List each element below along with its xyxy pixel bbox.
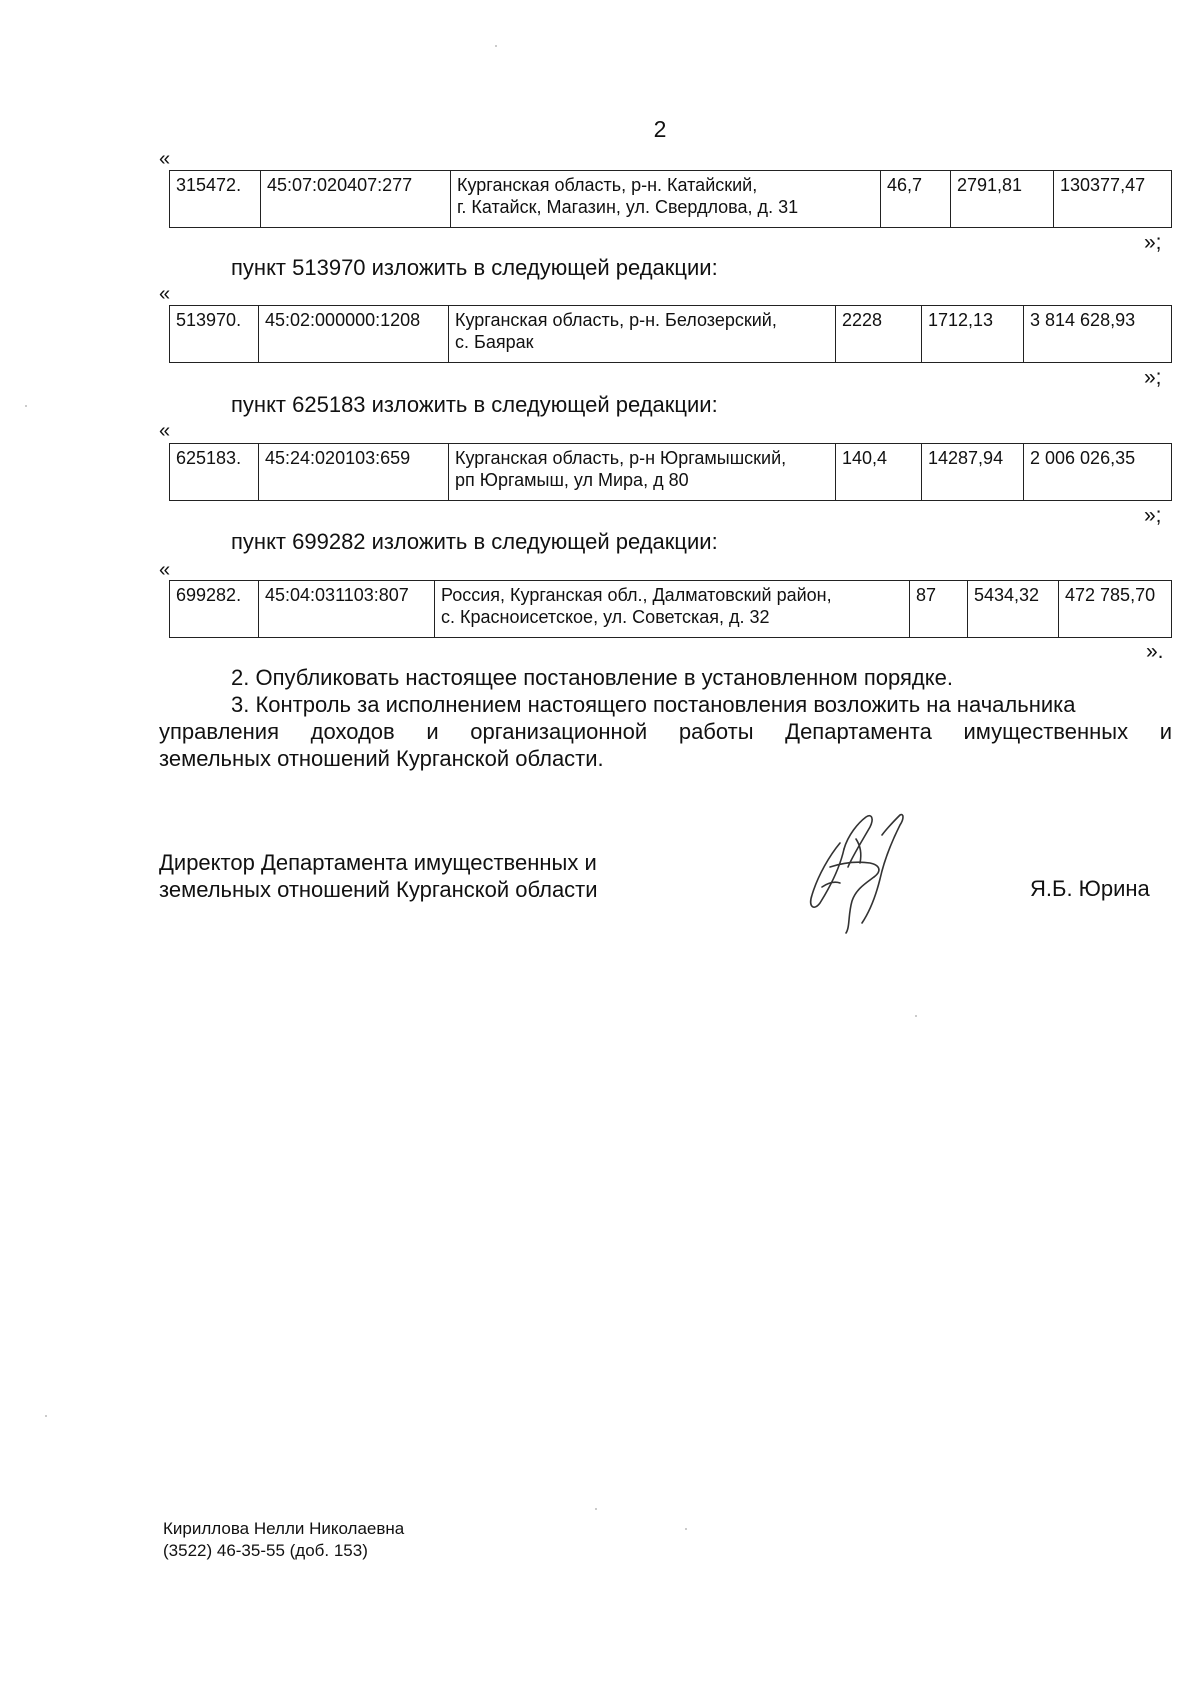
closing-quote: »; — [1144, 366, 1162, 389]
table-row — [170, 581, 1172, 638]
rate-cell: 5434,32 — [968, 581, 1059, 638]
address-line: с. Баярак — [455, 332, 534, 352]
handwritten-signature — [800, 805, 920, 935]
page-number: 2 — [653, 116, 667, 142]
opening-quote: « — [159, 420, 171, 442]
opening-quote: « — [159, 148, 171, 170]
row-number-cell: 315472. — [170, 171, 261, 228]
table-row — [170, 171, 1172, 228]
paragraph-3-line-1: 3. Контроль за исполнением настоящего постановления возложить на начальника — [231, 692, 1076, 717]
row-number-cell: 699282. — [170, 581, 259, 638]
cadastral-number-cell: 45:04:031103:807 — [259, 581, 435, 638]
closing-quote: ». — [1146, 640, 1164, 663]
signer-title-line: Директор Департамента имущественных и — [159, 850, 597, 875]
opening-quote: « — [159, 283, 171, 305]
data-table-row-699282 — [169, 580, 1172, 638]
row-number-cell: 513970. — [170, 306, 259, 363]
cadastral-number-cell: 45:02:000000:1208 — [259, 306, 449, 363]
area-cell: 87 — [910, 581, 968, 638]
cadastral-number-cell: 45:24:020103:659 — [259, 444, 449, 501]
address-cell — [435, 581, 910, 638]
address-line: Курганская область, р-н. Белозерский, — [455, 310, 777, 330]
rate-cell: 1712,13 — [922, 306, 1024, 363]
value-cell: 130377,47 — [1054, 171, 1172, 228]
closing-quote: »; — [1144, 504, 1162, 527]
paragraph-3-line-2: управления доходов и организационной работы Департамента имущественных и — [159, 719, 1172, 744]
address-line: Россия, Курганская обл., Далматовский район, — [441, 585, 832, 605]
scan-speck — [45, 1415, 47, 1417]
value-cell: 3 814 628,93 — [1024, 306, 1172, 363]
data-table-row-513970 — [169, 305, 1172, 363]
signer-title-line: земельных отношений Курганской области — [159, 877, 598, 902]
value-cell: 2 006 026,35 — [1024, 444, 1172, 501]
closing-quote: »; — [1144, 231, 1162, 254]
signer-name: Я.Б. Юрина — [1030, 876, 1150, 901]
scan-speck — [595, 1508, 597, 1510]
contact-name: Кириллова Нелли Николаевна — [163, 1519, 405, 1538]
address-cell — [449, 306, 836, 363]
value-cell: 472 785,70 — [1059, 581, 1172, 638]
table-row — [170, 444, 1172, 501]
cadastral-number-cell: 45:07:020407:277 — [261, 171, 451, 228]
address-line: Курганская область, р-н. Катайский, — [457, 175, 758, 195]
address-cell — [449, 444, 836, 501]
scan-speck — [25, 405, 27, 407]
address-cell — [451, 171, 881, 228]
paragraph-2: 2. Опубликовать настоящее постановление в установленном порядке. — [231, 665, 953, 690]
instruction-text: пункт 625183 изложить в следующей редакции: — [231, 392, 718, 417]
data-table-row-315472 — [169, 170, 1172, 228]
opening-quote: « — [159, 559, 171, 581]
area-cell: 2228 — [836, 306, 922, 363]
paragraph-3-line-3: земельных отношений Курганской области. — [159, 746, 604, 771]
scan-speck — [495, 45, 497, 47]
area-cell: 140,4 — [836, 444, 922, 501]
address-line: с. Красноисетское, ул. Советская, д. 32 — [441, 607, 770, 627]
address-line: рп Юргамыш, ул Мира, д 80 — [455, 470, 689, 490]
rate-cell: 2791,81 — [951, 171, 1054, 228]
address-line: Курганская область, р-н Юргамышский, — [455, 448, 787, 468]
instruction-text: пункт 513970 изложить в следующей редакции: — [231, 255, 718, 280]
contact-phone: (3522) 46-35-55 (доб. 153) — [163, 1541, 368, 1560]
instruction-text: пункт 699282 изложить в следующей редакции: — [231, 529, 718, 554]
rate-cell: 14287,94 — [922, 444, 1024, 501]
signer-title — [159, 849, 598, 903]
table-row — [170, 306, 1172, 363]
contact-block — [163, 1518, 404, 1562]
data-table-row-625183 — [169, 443, 1172, 501]
scan-speck — [685, 1528, 687, 1530]
address-line: г. Катайск, Магазин, ул. Свердлова, д. 31 — [457, 197, 799, 217]
row-number-cell: 625183. — [170, 444, 259, 501]
scan-speck — [915, 1015, 917, 1017]
area-cell: 46,7 — [881, 171, 951, 228]
